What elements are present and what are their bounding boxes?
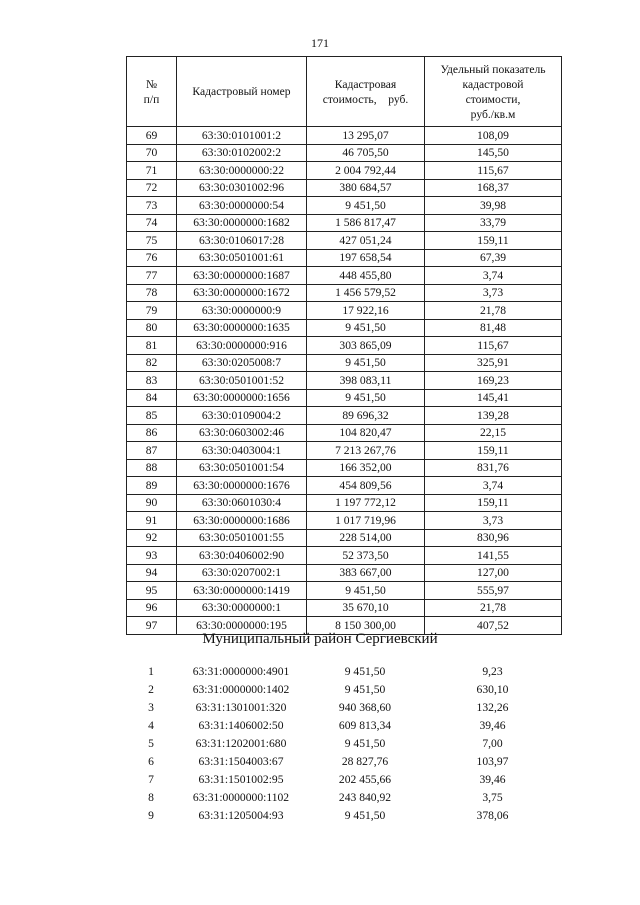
table-row [126, 771, 561, 789]
row-number: 93 [127, 547, 177, 565]
cadastral-number: 63:30:0000000:9 [177, 302, 307, 320]
cadastral-cost: 197 658,54 [307, 249, 425, 267]
header-specific-line: Удельный показатель [440, 62, 546, 76]
header-specific-indicator [425, 57, 562, 127]
table-row [127, 599, 562, 617]
cadastral-cost: 427 051,24 [307, 232, 425, 250]
cadastral-number: 63:30:0106017:28 [177, 232, 307, 250]
specific-indicator: 33,79 [425, 214, 562, 232]
row-number: 70 [127, 144, 177, 162]
cadastral-cost: 1 456 579,52 [307, 284, 425, 302]
cadastral-cost: 17 922,16 [307, 302, 425, 320]
cadastral-cost: 35 670,10 [307, 599, 425, 617]
cadastral-cost: 9 451,50 [344, 665, 386, 678]
cadastral-number: 63:30:0406002:90 [177, 547, 307, 565]
header-cadastral-number: Кадастровый номер [177, 57, 307, 127]
cadastral-value-table [126, 56, 562, 635]
row-number: 78 [127, 284, 177, 302]
row-number: 73 [127, 197, 177, 215]
cadastral-cost: 398 083,11 [307, 372, 425, 390]
cadastral-number: 63:30:0109004:2 [177, 407, 307, 425]
row-number: 5 [148, 737, 154, 750]
table-row [127, 214, 562, 232]
row-number: 90 [127, 494, 177, 512]
specific-indicator: 831,76 [425, 459, 562, 477]
table-row [127, 389, 562, 407]
table-body [127, 127, 562, 635]
specific-indicator: 21,78 [425, 302, 562, 320]
table-row [127, 372, 562, 390]
cadastral-number: 63:30:0000000:916 [177, 337, 307, 355]
specific-indicator: 39,98 [425, 197, 562, 215]
cadastral-number: 63:30:0000000:1687 [177, 267, 307, 285]
specific-indicator: 108,09 [425, 127, 562, 145]
row-number: 75 [127, 232, 177, 250]
row-number: 6 [148, 755, 154, 768]
cadastral-number: 63:30:0603002:46 [177, 424, 307, 442]
row-number: 77 [127, 267, 177, 285]
cadastral-cost: 13 295,07 [307, 127, 425, 145]
row-number: 74 [127, 214, 177, 232]
specific-indicator: 145,50 [425, 144, 562, 162]
specific-indicator: 325,91 [425, 354, 562, 372]
cadastral-cost: 9 451,50 [307, 389, 425, 407]
header-cadastral-cost [307, 57, 425, 127]
table-row [127, 302, 562, 320]
cadastral-number: 63:31:1501002:95 [198, 773, 284, 786]
cadastral-cost: 9 451,50 [307, 319, 425, 337]
table-row [126, 735, 561, 753]
cadastral-cost: 2 004 792,44 [307, 162, 425, 180]
specific-indicator: 115,67 [425, 162, 562, 180]
cadastral-number: 63:31:1301001:320 [195, 701, 287, 714]
cadastral-cost: 940 368,60 [338, 701, 392, 714]
specific-indicator: 127,00 [425, 564, 562, 582]
cadastral-number: 63:30:0102002:2 [177, 144, 307, 162]
cadastral-number: 63:31:1504003:67 [198, 755, 284, 768]
cadastral-cost: 380 684,57 [307, 179, 425, 197]
cadastral-number: 63:30:0000000:54 [177, 197, 307, 215]
specific-indicator: 132,26 [476, 701, 509, 714]
table-row [127, 512, 562, 530]
cadastral-cost: 7 213 267,76 [307, 442, 425, 460]
row-number: 3 [148, 701, 154, 714]
table-row [127, 354, 562, 372]
row-number: 82 [127, 354, 177, 372]
table-row [127, 442, 562, 460]
cadastral-cost: 9 451,50 [307, 582, 425, 600]
cadastral-cost: 166 352,00 [307, 459, 425, 477]
table-row [126, 807, 561, 825]
specific-indicator: 3,74 [425, 477, 562, 495]
row-number: 76 [127, 249, 177, 267]
cadastral-cost: 9 451,50 [344, 737, 386, 750]
row-number: 94 [127, 564, 177, 582]
specific-indicator: 3,74 [425, 267, 562, 285]
cadastral-number: 63:31:0000000:1102 [192, 791, 290, 804]
row-number: 96 [127, 599, 177, 617]
cadastral-cost: 9 451,50 [307, 354, 425, 372]
header-number [127, 57, 177, 127]
page-number: 171 [311, 36, 329, 50]
cadastral-cost: 28 827,76 [341, 755, 389, 768]
specific-indicator: 103,97 [476, 755, 509, 768]
table-row [127, 564, 562, 582]
cadastral-number: 63:30:0207002:1 [177, 564, 307, 582]
row-number: 4 [148, 719, 154, 732]
table-row [127, 407, 562, 425]
sergievsky-table [126, 663, 561, 825]
cadastral-number: 63:30:0601030:4 [177, 494, 307, 512]
table-row [127, 582, 562, 600]
header-number-line: № [145, 77, 158, 91]
table-row [127, 144, 562, 162]
row-number: 89 [127, 477, 177, 495]
table-row [127, 319, 562, 337]
row-number: 86 [127, 424, 177, 442]
row-number: 80 [127, 319, 177, 337]
header-number-line: п/п [143, 92, 160, 106]
specific-indicator: 378,06 [476, 809, 509, 822]
cadastral-number: 63:30:0301002:96 [177, 179, 307, 197]
cadastral-number: 63:31:1205004:93 [198, 809, 284, 822]
cadastral-cost: 1 017 719,96 [307, 512, 425, 530]
cadastral-cost: 46 705,50 [307, 144, 425, 162]
table-row [127, 267, 562, 285]
cadastral-number: 63:31:1202001:680 [195, 737, 287, 750]
specific-indicator: 81,48 [425, 319, 562, 337]
cadastral-number: 63:30:0000000:1419 [177, 582, 307, 600]
cadastral-number: 63:30:0000000:1672 [177, 284, 307, 302]
specific-indicator: 115,67 [425, 337, 562, 355]
cadastral-number: 63:31:0000000:4901 [192, 665, 290, 678]
cadastral-cost: 1 197 772,12 [307, 494, 425, 512]
cadastral-number: 63:31:0000000:1402 [192, 683, 290, 696]
row-number: 92 [127, 529, 177, 547]
table-row [127, 179, 562, 197]
cadastral-number: 63:30:0501001:55 [177, 529, 307, 547]
row-number: 72 [127, 179, 177, 197]
specific-indicator: 145,41 [425, 389, 562, 407]
row-number: 1 [148, 665, 154, 678]
table-row [127, 284, 562, 302]
row-number: 69 [127, 127, 177, 145]
cadastral-cost: 303 865,09 [307, 337, 425, 355]
table-row [127, 232, 562, 250]
cadastral-cost: 243 840,92 [338, 791, 392, 804]
cadastral-cost: 448 455,80 [307, 267, 425, 285]
row-number: 95 [127, 582, 177, 600]
table-row [126, 753, 561, 771]
specific-indicator: 22,15 [425, 424, 562, 442]
cadastral-number: 63:30:0000000:1635 [177, 319, 307, 337]
cadastral-number: 63:30:0205008:7 [177, 354, 307, 372]
row-number: 84 [127, 389, 177, 407]
table-row [127, 424, 562, 442]
cadastral-number: 63:30:0000000:195 [177, 617, 307, 635]
table-row [127, 459, 562, 477]
table-row [127, 547, 562, 565]
cadastral-number: 63:30:0403004:1 [177, 442, 307, 460]
cadastral-number: 63:30:0101001:2 [177, 127, 307, 145]
cadastral-cost: 202 455,66 [338, 773, 392, 786]
cadastral-cost: 9 451,50 [344, 683, 386, 696]
table-row [126, 663, 561, 681]
table-row [127, 162, 562, 180]
table-row [127, 337, 562, 355]
cadastral-number: 63:30:0000000:22 [177, 162, 307, 180]
specific-indicator: 168,37 [425, 179, 562, 197]
row-number: 85 [127, 407, 177, 425]
row-number: 71 [127, 162, 177, 180]
cadastral-cost: 52 373,50 [307, 547, 425, 565]
row-number: 88 [127, 459, 177, 477]
specific-indicator: 3,73 [425, 512, 562, 530]
cadastral-number: 63:30:0000000:1686 [177, 512, 307, 530]
cadastral-number: 63:30:0501001:52 [177, 372, 307, 390]
table-row [126, 699, 561, 717]
cadastral-cost: 609 813,34 [338, 719, 392, 732]
cadastral-cost: 8 150 300,00 [307, 617, 425, 635]
specific-indicator: 39,46 [479, 719, 506, 732]
cadastral-number: 63:30:0501001:54 [177, 459, 307, 477]
specific-indicator: 407,52 [425, 617, 562, 635]
specific-indicator: 39,46 [479, 773, 506, 786]
table-row [127, 127, 562, 145]
row-number: 87 [127, 442, 177, 460]
cadastral-cost: 228 514,00 [307, 529, 425, 547]
table-row [126, 681, 561, 699]
row-number: 9 [148, 809, 154, 822]
specific-indicator: 830,96 [425, 529, 562, 547]
cadastral-number: 63:30:0000000:1 [177, 599, 307, 617]
specific-indicator: 9,23 [482, 665, 503, 678]
specific-indicator: 169,23 [425, 372, 562, 390]
cadastral-cost: 454 809,56 [307, 477, 425, 495]
specific-indicator: 3,75 [482, 791, 503, 804]
specific-indicator: 159,11 [425, 494, 562, 512]
cadastral-cost: 89 696,32 [307, 407, 425, 425]
section-title: Муниципальный район Сергиевский [202, 631, 438, 647]
header-cost-line: стоимость, руб. [322, 92, 409, 106]
sergievsky-table-body [126, 663, 561, 825]
specific-indicator: 555,97 [425, 582, 562, 600]
specific-indicator: 67,39 [425, 249, 562, 267]
specific-indicator: 3,73 [425, 284, 562, 302]
specific-indicator: 21,78 [425, 599, 562, 617]
header-specific-line: стоимости, [465, 92, 521, 106]
specific-indicator: 139,28 [425, 407, 562, 425]
cadastral-cost: 1 586 817,47 [307, 214, 425, 232]
cadastral-number: 63:30:0000000:1676 [177, 477, 307, 495]
cadastral-cost: 9 451,50 [344, 809, 386, 822]
table-row [127, 249, 562, 267]
table-row [127, 494, 562, 512]
specific-indicator: 630,10 [476, 683, 509, 696]
row-number: 7 [148, 773, 154, 786]
table-row [126, 789, 561, 807]
header-specific-line: руб./кв.м [470, 107, 516, 121]
table-row [127, 197, 562, 215]
row-number: 83 [127, 372, 177, 390]
cadastral-number: 63:30:0000000:1682 [177, 214, 307, 232]
specific-indicator: 7,00 [482, 737, 503, 750]
cadastral-cost: 9 451,50 [307, 197, 425, 215]
row-number: 8 [148, 791, 154, 804]
table-row [127, 477, 562, 495]
row-number: 79 [127, 302, 177, 320]
row-number: 97 [127, 617, 177, 635]
row-number: 81 [127, 337, 177, 355]
table-row [126, 717, 561, 735]
cadastral-cost: 383 667,00 [307, 564, 425, 582]
specific-indicator: 159,11 [425, 232, 562, 250]
cadastral-number: 63:31:1406002:50 [198, 719, 284, 732]
row-number: 91 [127, 512, 177, 530]
cadastral-number: 63:30:0501001:61 [177, 249, 307, 267]
table-header [127, 57, 562, 127]
cadastral-number: 63:30:0000000:1656 [177, 389, 307, 407]
header-specific-line: кадастровой [462, 77, 524, 91]
row-number: 2 [148, 683, 154, 696]
cadastral-cost: 104 820,47 [307, 424, 425, 442]
specific-indicator: 159,11 [425, 442, 562, 460]
header-cost-line: Кадастровая [334, 77, 397, 91]
table-row [127, 529, 562, 547]
specific-indicator: 141,55 [425, 547, 562, 565]
